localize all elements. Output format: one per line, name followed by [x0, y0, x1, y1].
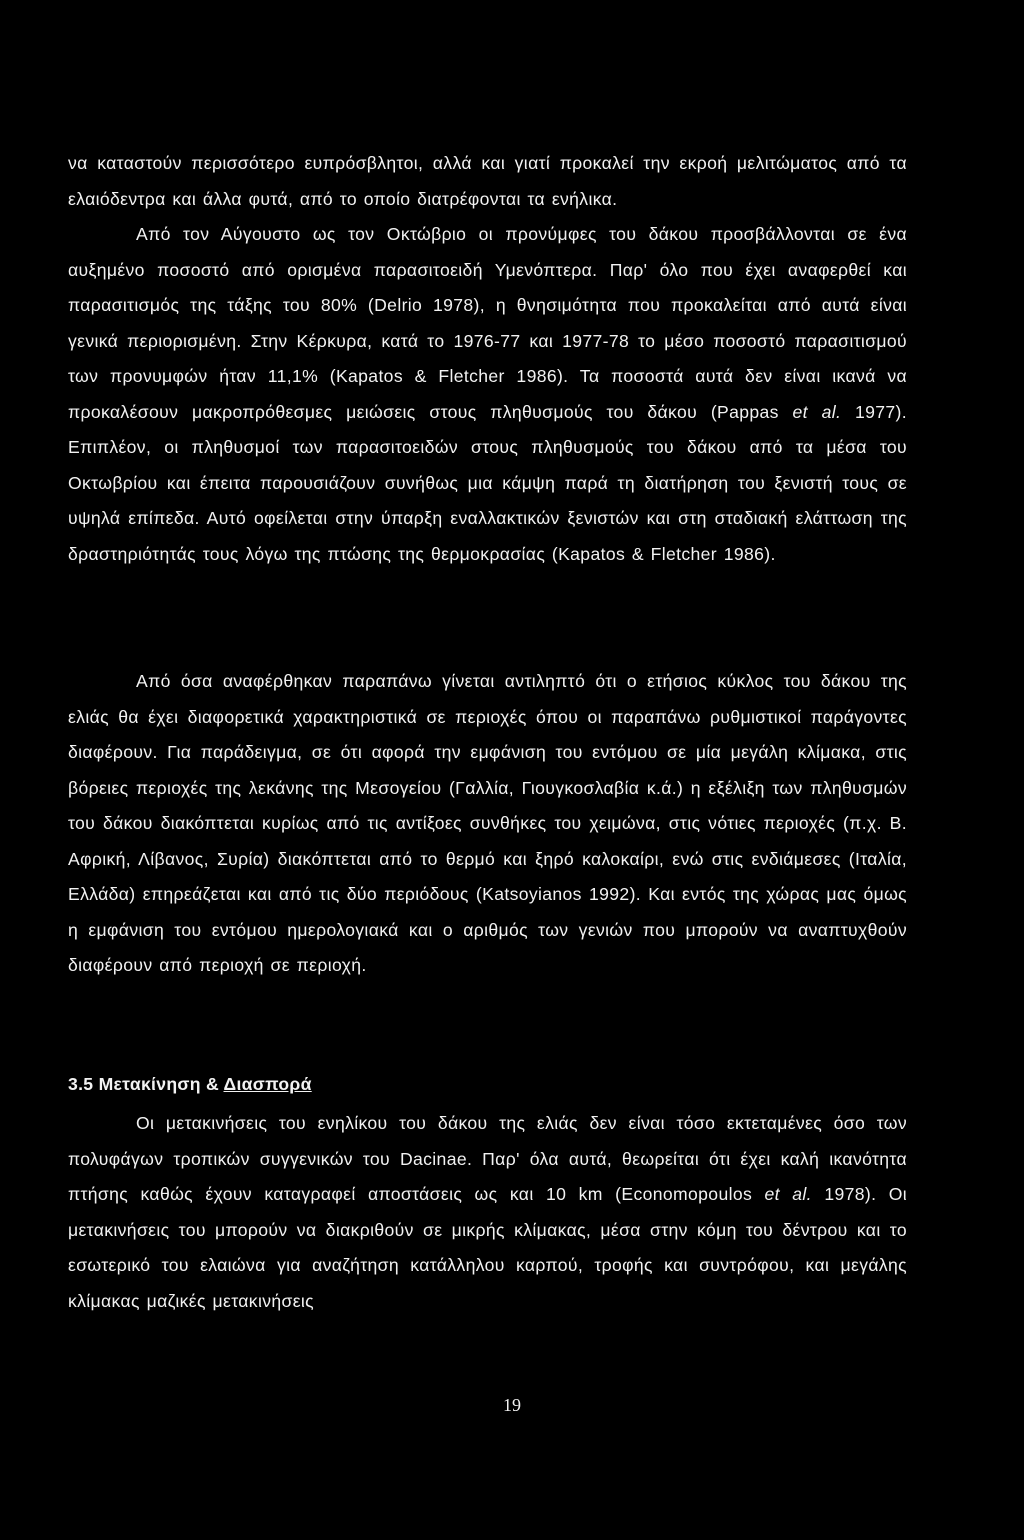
movement-text-end: 1978). Οι μετακινήσεις του μπορούν να διακριθούν σε μικρής κλίμακας, μέσα στην κόμη του δέντρου και το εσωτερικό του ελαιώνα για αναζήτηση κατάλληλου καρπού, τροφής και συντρόφου, και μεγάλης κλίμακας μαζικές μετακινήσεις [68, 1184, 907, 1311]
paragraph-movement [68, 1106, 907, 1319]
paragraph-2 [68, 664, 907, 984]
citation-et-al-2: et al. [764, 1184, 812, 1204]
section-number: 3.5 [68, 1074, 94, 1094]
citation-et-al: et al. [792, 401, 842, 422]
paragraph-3 [68, 1106, 907, 1319]
section-heading [68, 1067, 312, 1102]
paragraph-continuation [68, 146, 907, 217]
section-title-part-1: Μετακίνηση & [98, 1074, 224, 1094]
paragraph-1 [68, 146, 907, 572]
continuation-text: να καταστούν περισσότερο ευπρόσβλητοι, αλλά και γιατί προκαλεί την εκροή μελιτώματος από τα ελαιόδεντρα και άλλα φυτά, από το οποίο διατρέφονται τα ενήλικα. [68, 153, 907, 209]
movement-text: Οι μετακινήσεις του ενηλίκου του δάκου της ελιάς δεν είναι τόσο εκτεταμένες όσο των πολυφάγων τροπικών συγγενικών του Dacinae. Παρ' όλα αυτά, θεωρείται ότι έχει καλή ικανότητα πτήσης καθώς έχουν καταγραφεί αποστάσεις ως και 10 km (Economopoulos [68, 1113, 907, 1204]
annual-cycle-text: Από όσα αναφέρθηκαν παραπάνω γίνεται αντιληπτό ότι ο ετήσιος κύκλος του δάκου της ελιάς θα έχει διαφορετικά χαρακτηριστικά σε περιοχές όπου οι παραπάνω ρυθμιστικοί παράγοντες διαφέρουν. Για παράδειγμα, σε ότι αφορά την εμφάνιση του εντόμου σε μία μεγάλη κλίμακα, στις βόρειες περιοχές της λεκάνης της Μεσογείου (Γαλλία, Γιουγκοσλαβία κ.ά.) η εξέλιξη των πληθυσμών του δάκου διακόπτεται κυρίως από τις αντίξοες συνθήκες του χειμώνα, στις νότιες περιοχές (π.χ. Β. Αφρική, Λίβανος, Συρία) διακόπτεται από το θερμό και ξηρό καλοκαίρι, ενώ στις ενδιάμεσες (Ιταλία, Ελλάδα) επηρεάζεται και από τις δύο περιόδους (Katsoyianos 1992). Και εντός της χώρας μας όμως η εμφάνιση του εντόμου ημερολογιακά και ο αριθμός των γενιών που μπορούν να αναπτυχθούν διαφέρουν από περιοχή σε περιοχή. [68, 671, 907, 975]
paragraph-parasitism [68, 217, 907, 572]
section-title-part-2: Διασπορά [223, 1074, 312, 1094]
page-number: 19 [503, 1395, 521, 1415]
parasitism-text: Από τον Αύγουστο ως τον Οκτώβριο οι προνύμφες του δάκου προσβάλλονται σε ένα αυξημένο ποσοστό από ορισμένα παρασιτοειδή Υμενόπτερα. Παρ' όλο που έχει αναφερθεί και παρασιτισμός της τάξης του 80% (Delrio 1978), η θνησιμότητα που προκαλείται από αυτά είναι γενικά περιορισμένη. Στην Κέρκυρα, κατά το 1976-77 και 1977-78 το μέσο ποσοστό παρασιτισμού των προνυμφών ήταν 11,1% (Kapatos & Fletcher 1986). Τα ποσοστά αυτά δεν είναι ικανά να προκαλέσουν μακροπρόθεσμες μειώσεις στους πληθυσμούς του δάκου (Pappas [68, 224, 907, 422]
paragraph-annual-cycle [68, 664, 907, 984]
parasitism-text-end: 1977). Επιπλέον, οι πληθυσμοί των παρασιτοειδών στους πληθυσμούς του δάκου από τα μέσα του Οκτωβρίου και έπειτα παρουσιάζουν συνήθως μια κάμψη παρά τη διατήρηση του ξενιστή τους σε υψηλά επίπεδα. Αυτό οφείλεται στην ύπαρξη εναλλακτικών ξενιστών και στη σταδιακή ελάττωση της δραστηριότητάς τους λόγω της πτώσης της θερμοκρασίας (Kapatos & Fletcher 1986). [68, 401, 907, 564]
